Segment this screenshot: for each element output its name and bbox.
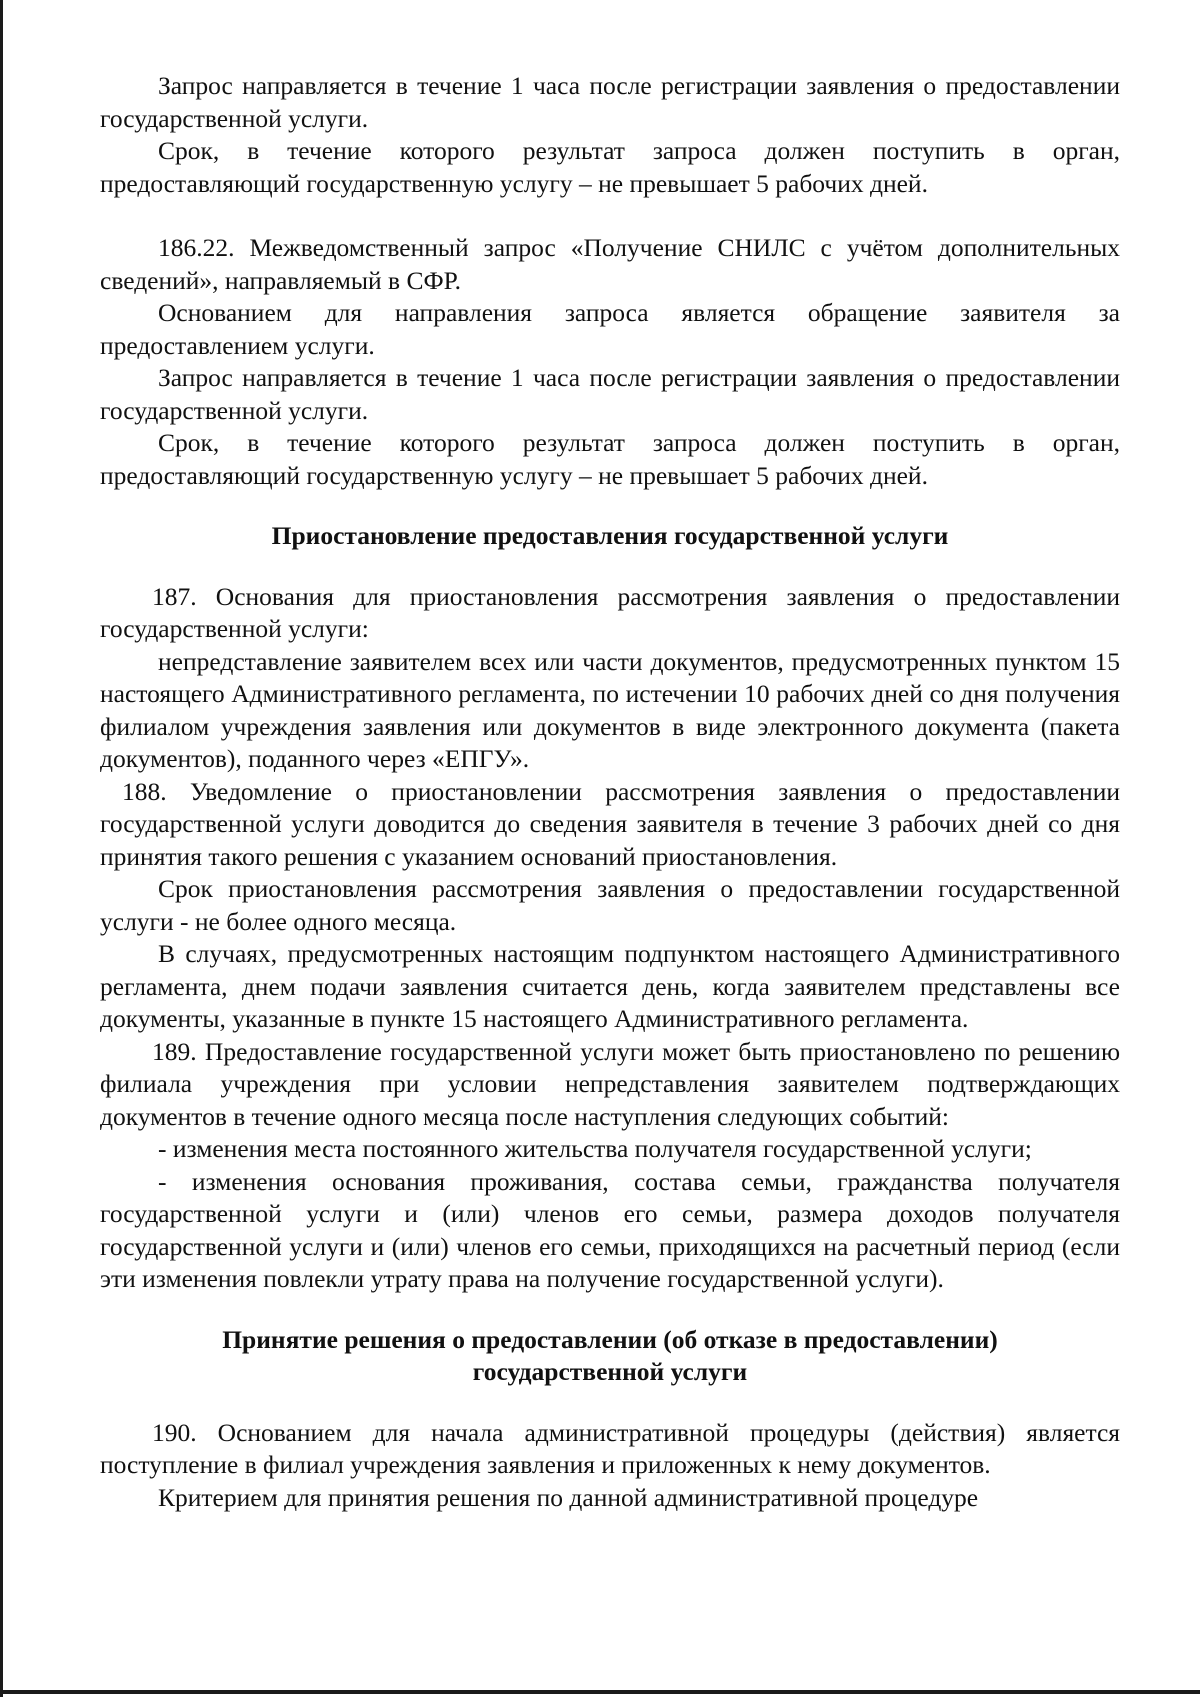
paragraph-186-22-title: 186.22. Межведомственный запрос «Получение СНИЛС с учётом дополнительных сведений», направляемый в СФР. xyxy=(100,233,1120,295)
paragraph-187: 187. Основания для приостановления рассмотрения заявления о предоставлении государственной услуги: xyxy=(100,581,1120,643)
spacer xyxy=(100,1389,1120,1417)
paragraph-186-22-basis: Основанием для направления запроса является обращение заявителя за предоставлением услуги. xyxy=(100,298,1120,360)
spacer xyxy=(100,1296,1120,1324)
scan-edge-bottom xyxy=(0,1690,1200,1694)
spacer xyxy=(100,492,1120,520)
scan-edge-left xyxy=(0,0,3,1697)
paragraph-188-cases: В случаях, предусмотренных настоящим подпунктом настоящего Административного регламента, днем подачи заявления считается день, когда заявителем представлены все документы, указанные в пункте 15 настоящего Административного регламента. xyxy=(100,939,1120,1033)
section-heading-suspension: Приостановление предоставления государственной услуги xyxy=(271,521,949,550)
section-heading-decision-line2: государственной услуги xyxy=(472,1357,748,1386)
paragraph-190: 190. Основанием для начала административной процедуры (действия) является поступление в филиал учреждения заявления и приложенных к нему документов. xyxy=(100,1417,1120,1479)
section-heading-decision-line1: Принятие решения о предоставлении (об отказе в предоставлении) xyxy=(222,1324,998,1354)
spacer xyxy=(100,553,1120,581)
paragraph-request-deadline: Срок, в течение которого результат запроса должен поступить в орган, предоставляющий государственную услугу – не превышает 5 рабочих дней. xyxy=(100,136,1120,198)
paragraph-187-ground: непредставление заявителем всех или части документов, предусмотренных пунктом 15 настоящего Административного регламента, по истечении 10 рабочих дней со дня получения филиалом учреждения заявления или документов в виде электронного документа (пакета документов), поданного через «ЕПГУ». xyxy=(100,646,1120,773)
document-body xyxy=(100,70,1120,1514)
paragraph-189: 189. Предоставление государственной услуги может быть приостановлено по решению филиала учреждения при условии непредставления заявителем подтверждающих документов в течение одного месяца после наступления следующих событий: xyxy=(100,1036,1120,1131)
spacer xyxy=(100,200,1120,232)
paragraph-188-term: Срок приостановления рассмотрения заявления о предоставлении государственной услуги - не более одного месяца. xyxy=(100,874,1120,936)
paragraph-186-22-timing: Запрос направляется в течение 1 часа после регистрации заявления о предоставлении государственной услуги. xyxy=(100,363,1120,425)
paragraph-186-22-deadline: Срок, в течение которого результат запроса должен поступить в орган, предоставляющий государственную услугу – не превышает 5 рабочих дней. xyxy=(100,428,1120,490)
paragraph-189-item-residence: - изменения места постоянного жительства получателя государственной услуги; xyxy=(158,1134,1032,1163)
paragraph-request-timing: Запрос направляется в течение 1 часа после регистрации заявления о предоставлении государственной услуги. xyxy=(100,71,1120,133)
paragraph-189-item-changes: - изменения основания проживания, состава семьи, гражданства получателя государственной услуги и (или) членов его семьи, размера доходов получателя государственной услуги и (или) членов его семьи, приходящихся на расчетный период (если эти изменения повлекли утрату права на получение государственной услуги). xyxy=(100,1166,1120,1293)
section-heading-decision xyxy=(100,1324,1120,1389)
paragraph-190-criterion: Критерием для принятия решения по данной административной процедуре xyxy=(158,1482,979,1512)
paragraph-188: 188. Уведомление о приостановлении рассмотрения заявления о предоставлении государственной услуги доводится до сведения заявителя в течение 3 рабочих дней со дня принятия такого решения с указанием оснований приостановления. xyxy=(100,776,1120,871)
